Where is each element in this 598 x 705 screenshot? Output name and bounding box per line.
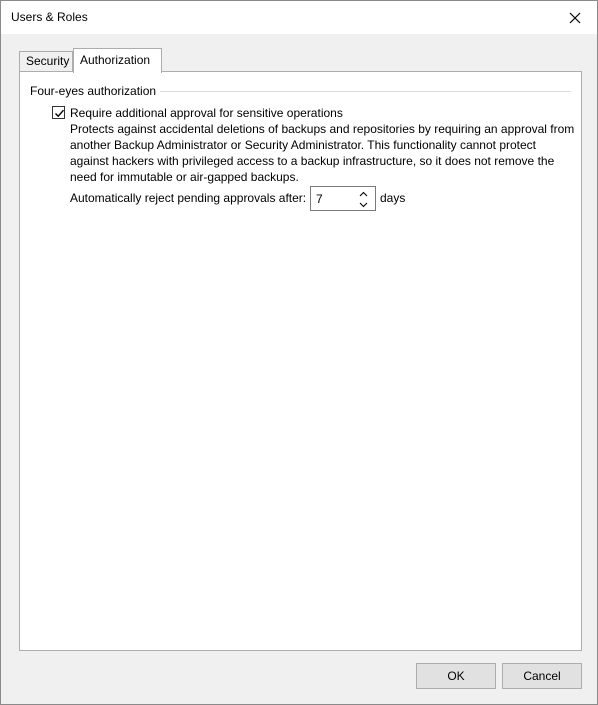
- tab-authorization[interactable]: Authorization: [73, 48, 162, 73]
- close-icon: [569, 12, 581, 24]
- auto-reject-label: Automatically reject pending approvals after:: [70, 191, 307, 205]
- require-approval-label[interactable]: Require additional approval for sensitive operations: [70, 106, 343, 120]
- reject-days-stepper[interactable]: [310, 186, 376, 211]
- reject-days-value[interactable]: 7: [316, 192, 323, 206]
- stepper-up-button[interactable]: [357, 188, 369, 199]
- approval-description: Protects against accidental deletions of backups and repositories by requiring an approval from another Backup Administrator or Security Administrator. This functionality cannot protect against hackers with privileged access to a backup infrastructure, so it does not remove the need for immutable or air-gapped backups.: [70, 122, 575, 184]
- window-title: Users & Roles: [11, 10, 88, 24]
- four-eyes-group-title: Four-eyes authorization: [30, 84, 160, 98]
- title-bar: [1, 1, 597, 34]
- authorization-panel: [19, 71, 582, 651]
- group-divider: [160, 91, 571, 92]
- checkmark-icon: [54, 108, 65, 119]
- stepper-down-button[interactable]: [357, 199, 369, 210]
- tab-security[interactable]: Security: [19, 51, 73, 71]
- cancel-button[interactable]: Cancel: [502, 663, 582, 689]
- days-unit-label: days: [380, 191, 406, 205]
- require-approval-checkbox[interactable]: [52, 106, 65, 119]
- chevron-up-icon: [359, 191, 368, 197]
- ok-button[interactable]: OK: [416, 663, 496, 689]
- close-button[interactable]: [553, 1, 597, 34]
- chevron-down-icon: [359, 202, 368, 208]
